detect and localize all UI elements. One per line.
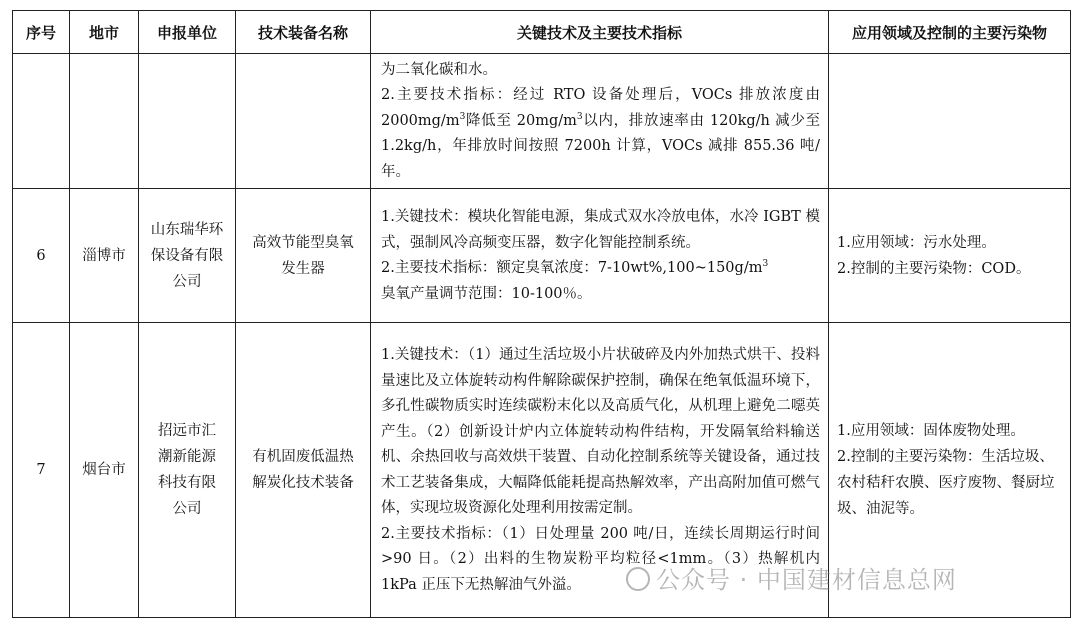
row-city: 烟台市 — [70, 323, 139, 618]
header-unit: 申报单位 — [139, 11, 236, 54]
application-field: 1.应用领域：污水处理。 — [837, 234, 996, 251]
row-city: 淄博市 — [70, 189, 139, 323]
table-row — [13, 54, 1071, 189]
application-pollutant: 2.控制的主要污染物：生活垃圾、农村秸秆农膜、医疗废物、餐厨垃圾、油泥等。 — [837, 449, 1055, 517]
application-cell — [829, 189, 1071, 323]
tech-index-text: 2.主要技术指标：（1）日处理量 200 吨/日，连续长周期运行时间>90 日。（2）出料的生物炭粉平均粒径<1mm。（3）热解机内 1kPa 正压下无热解油气外溢。 — [381, 525, 820, 593]
application-field: 1.应用领域：固体废物处理。 — [837, 423, 1025, 439]
row-index: 6 — [13, 189, 70, 323]
tech-cell — [371, 54, 829, 189]
tech-cell — [371, 189, 829, 323]
header-equipment: 技术装备名称 — [236, 11, 371, 54]
table-row — [13, 189, 1071, 323]
row-equipment: 有机固废低温热解炭化技术装备 — [236, 323, 371, 618]
tech-key-text: 1.关键技术：模块化智能电源，集成式双水冷放电体，水冷 IGBT 模式，强制风冷高频变压器，数字化智能控制系统。 — [381, 209, 820, 251]
row-unit: 招远市汇潮新能源科技有限公司 — [139, 323, 236, 618]
application-pollutant: 2.控制的主要污染物：COD。 — [837, 260, 1031, 277]
header-row — [13, 11, 1071, 54]
technology-table — [12, 10, 1071, 618]
row-index: 7 — [13, 323, 70, 618]
tech-text: 为二氧化碳和水。 — [381, 61, 497, 78]
header-application: 应用领域及控制的主要污染物 — [829, 11, 1071, 54]
header-index: 序号 — [13, 11, 70, 54]
row-unit: 山东瑞华环保设备有限公司 — [139, 189, 236, 323]
header-tech: 关键技术及主要技术指标 — [371, 11, 829, 54]
watermark: 公众号 · 中国建材信息总网 — [626, 560, 957, 595]
header-city: 地市 — [70, 11, 139, 54]
tech-index-text: 2.主要技术指标：经过 RTO 设备处理后，VOCs 排放浓度由 $2000mg/m^3$降低至 $20mg/m^3$以内，排放速率由 120kg/h 减少至 1.2kg/h，年排放时间按照 7200h 计算，VOCs 减排 855.36 吨/年。 — [381, 87, 820, 180]
tech-key-text: 1.关键技术：（1）通过生活垃圾小片状破碎及内外加热式烘干、投料量速比及立体旋转动构件解除碳保护控制，确保在绝氧低温环境下，多孔性碳物质实时连续碳粉末化以及高质气化，从机理上避免二噁英产生。（2）创新设计炉内立体旋转动构件结构，开发隔氧给料输送机、余热回收与高效烘干装置、自动化控制系统等关键设备，通过技术工艺装备集成，大幅降低能耗提高热解效率，产出高附加值可燃气体，实现垃圾资源化处理利用按需定制。 — [381, 347, 820, 516]
row-equipment: 高效节能型臭氧发生器 — [236, 189, 371, 323]
tech-index-text: 2.主要技术指标：额定臭氧浓度：$7-10wt\%,100\sim 150g/m^3$ 臭氧产量调节范围：10-100％。 — [381, 259, 769, 302]
wechat-icon — [626, 567, 650, 591]
